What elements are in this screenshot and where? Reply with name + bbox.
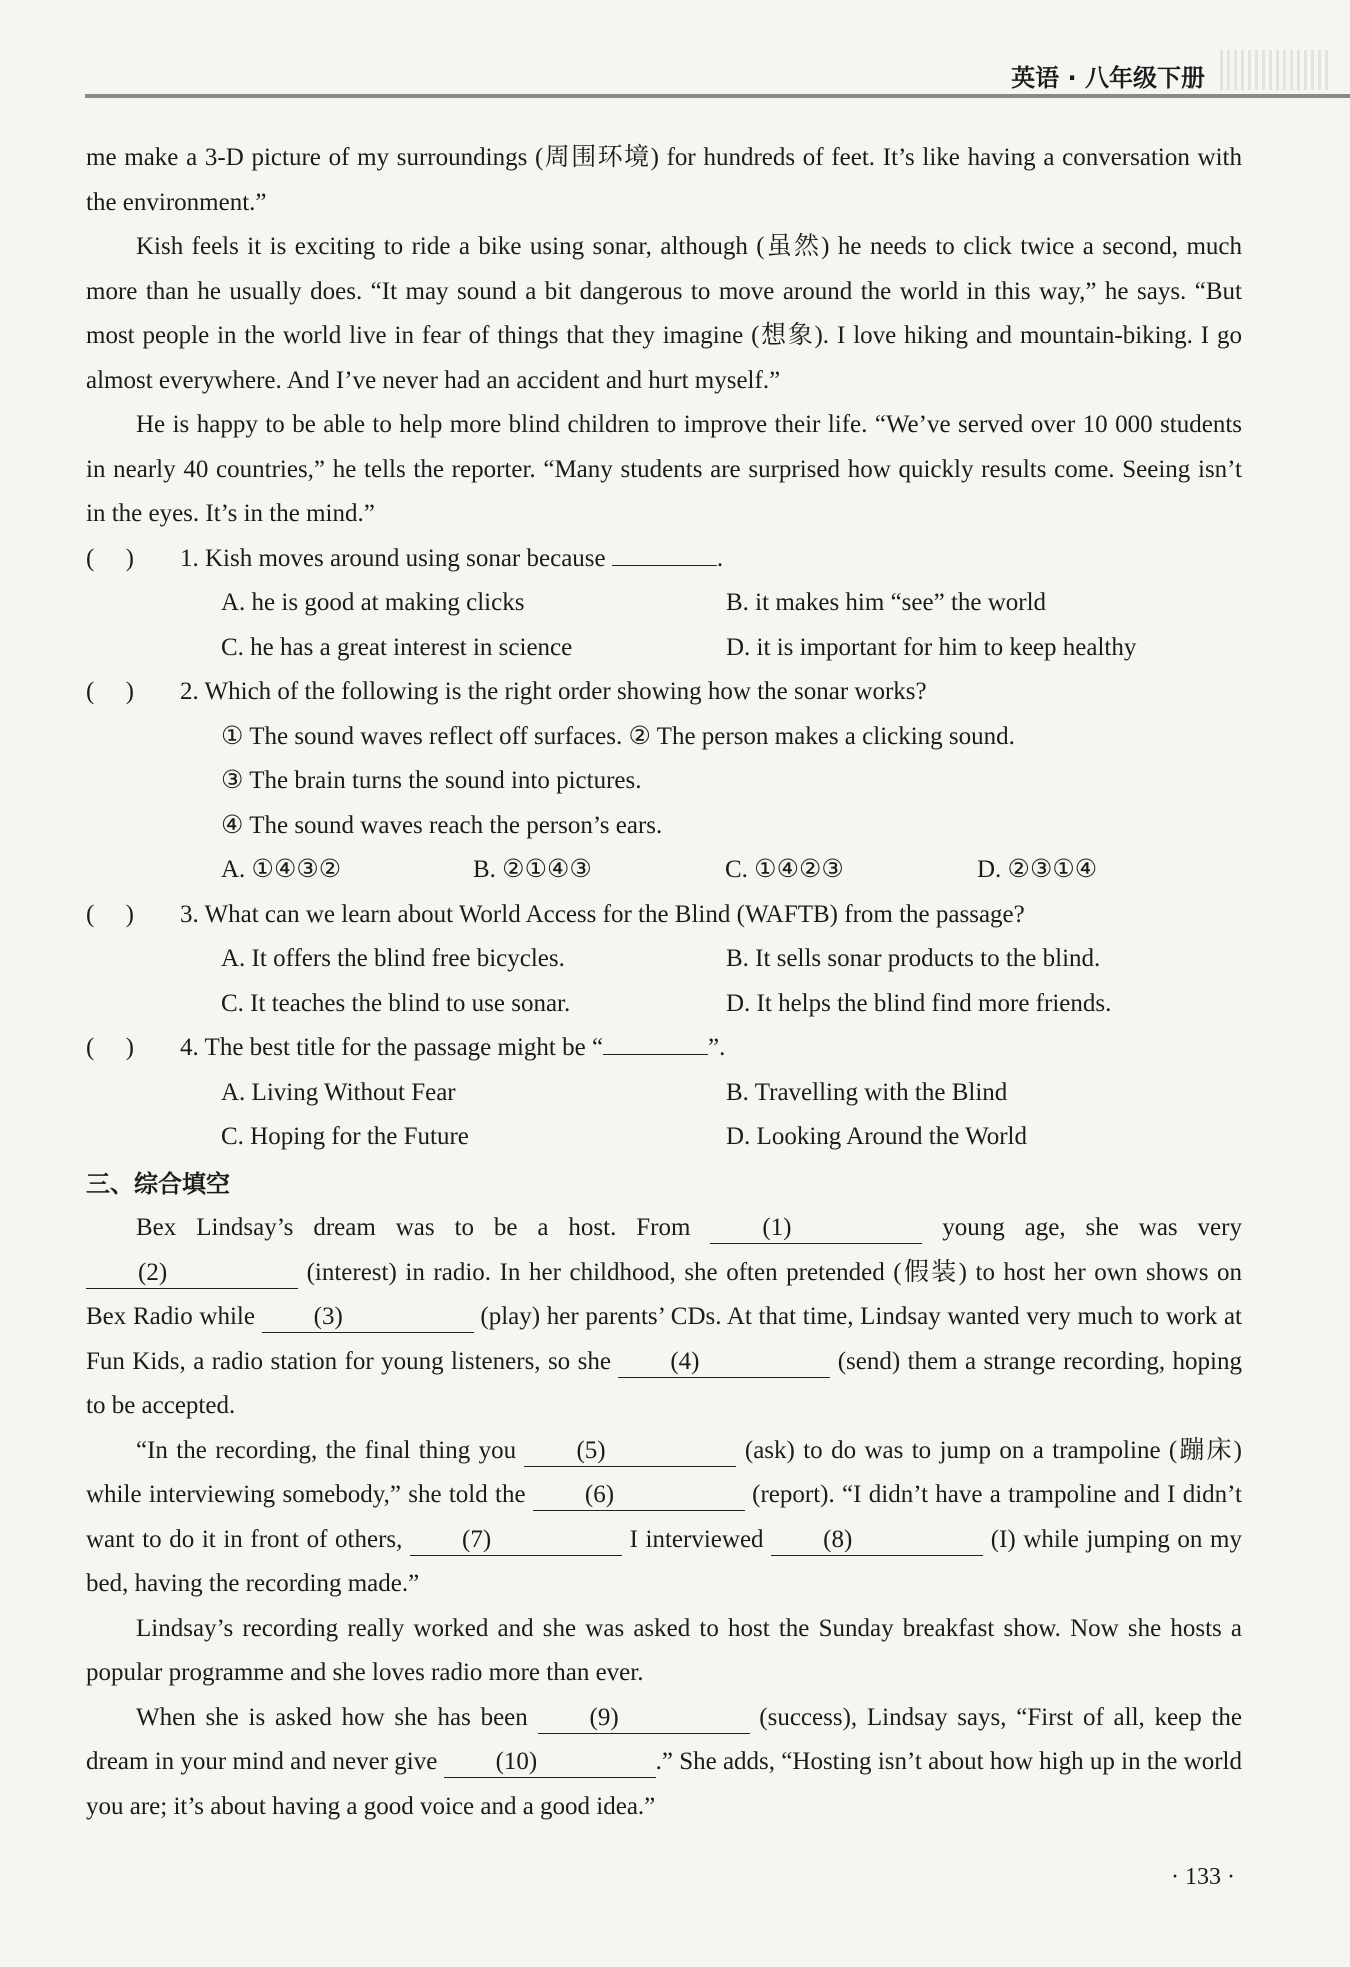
option-b[interactable]: B. Travelling with the Blind — [726, 1078, 1008, 1106]
sub-item: ④ The sound waves reach the person’s ears. — [221, 811, 663, 839]
blank-1[interactable]: (1) — [710, 1213, 922, 1244]
text: (report). “I didn’t have a trampoline and I didn’t want to do it in front of others, — [86, 1481, 1242, 1553]
question-stem-end: . — [716, 544, 724, 572]
option-a[interactable]: A. It offers the blind free bicycles. — [221, 945, 565, 972]
question-2 — [86, 670, 1242, 893]
option-b[interactable]: B. ②①④③ — [473, 856, 592, 883]
text: I interviewed — [622, 1525, 772, 1553]
sub-item: ① The sound waves reflect off surfaces. ② The person makes a clicking sound. — [221, 722, 1015, 750]
question-3 — [86, 893, 1242, 1027]
blank-8[interactable]: (8) — [771, 1525, 983, 1556]
text: (I) while jumping on my bed, having the recording made.” — [86, 1525, 1242, 1597]
answer-paren[interactable]: ( ) — [86, 544, 134, 572]
text: .” She adds, “Hosting isn’t about how high up in the world you are; it’s about having a good voice and a good idea.” — [86, 1748, 1242, 1820]
option-b[interactable]: B. it makes him “see” the world — [726, 589, 1047, 616]
sub-item: ③ The brain turns the sound into pictures. — [221, 767, 642, 794]
question-stem: 1. Kish moves around using sonar because — [180, 544, 612, 572]
blank-10[interactable]: (10) — [444, 1747, 656, 1778]
text: (play) her parents’ CDs. At that time, Lindsay wanted very much to work at Fun Kids, a radio station for young listeners, so she — [86, 1303, 1242, 1375]
text: Bex Lindsay’s dream was to be a host. From — [136, 1214, 711, 1241]
question-4 — [86, 1026, 1242, 1160]
passage-paragraph: me make a 3-D picture of my surroundings (周围环境) for hundreds of feet. It’s like having a conversation with the environment.” — [86, 144, 1242, 216]
question-stem-end: ”. — [708, 1034, 726, 1061]
text: (success), Lindsay says, “First of all, keep the dream in your mind and never give — [86, 1703, 1243, 1775]
book-title: 英语 · 八年级下册 — [1011, 64, 1205, 92]
option-a[interactable]: A. ①④③② — [221, 856, 342, 883]
question-stem: 3. What can we learn about World Access for the Blind (WAFTB) from the passage? — [180, 900, 1025, 928]
blank-5[interactable]: (5) — [524, 1436, 736, 1467]
question-stem: 2. Which of the following is the right order showing how the sonar works? — [180, 678, 927, 705]
header-rule — [85, 94, 1350, 98]
option-d[interactable]: D. ②③①④ — [977, 856, 1098, 883]
option-a[interactable]: A. Living Without Fear — [221, 1078, 456, 1106]
page-header — [0, 0, 1350, 100]
answer-paren[interactable]: ( ) — [86, 1034, 134, 1061]
cloze-paragraph: Lindsay’s recording really worked and she was asked to host the Sunday breakfast show. Now she hosts a popular programme and she loves radio more than ever. — [86, 1614, 1242, 1686]
text: When she is asked how she has been — [136, 1703, 538, 1731]
answer-paren[interactable]: ( ) — [86, 900, 134, 928]
blank-6[interactable]: (6) — [533, 1480, 745, 1511]
cloze-paragraph — [86, 1696, 1242, 1830]
blank-2[interactable]: (2) — [86, 1258, 298, 1289]
option-c[interactable]: C. It teaches the blind to use sonar. — [221, 989, 571, 1017]
option-c[interactable]: C. Hoping for the Future — [221, 1123, 469, 1150]
option-d[interactable]: D. It helps the blind find more friends. — [726, 989, 1112, 1017]
answer-paren[interactable]: ( ) — [86, 678, 134, 705]
page-number: · 133 · — [1171, 1864, 1235, 1890]
answer-blank[interactable] — [603, 1030, 708, 1055]
passage-paragraph: He is happy to be able to help more blind children to improve their life. “We’ve served over 10 000 students in nearly 40 countries,” he tells the reporter. “Many students are surprised how quickly results come. Seeing isn’t in the eyes. It’s in the mind.” — [86, 411, 1242, 527]
blank-7[interactable]: (7) — [410, 1525, 622, 1556]
question-1 — [86, 537, 1242, 671]
blank-4[interactable]: (4) — [618, 1347, 830, 1378]
question-stem: 4. The best title for the passage might be “ — [180, 1034, 604, 1061]
text: (interest) in radio. In her childhood, she often pretended (假装) to host her own shows on Bex Radio while — [86, 1258, 1242, 1330]
answer-blank[interactable] — [612, 541, 717, 566]
option-c[interactable]: C. he has a great interest in science — [221, 633, 573, 661]
option-c[interactable]: C. ①④②③ — [725, 856, 844, 883]
option-b[interactable]: B. It sells sonar products to the blind. — [726, 945, 1101, 972]
option-a[interactable]: A. he is good at making clicks — [221, 589, 525, 616]
text: (send) them a strange recording, hoping to be accepted. — [86, 1347, 1242, 1419]
blank-3[interactable]: (3) — [262, 1302, 474, 1333]
passage-paragraph: Kish feels it is exciting to ride a bike using sonar, although (虽然) he needs to click twice a second, much more than he usually does. “It may sound a bit dangerous to move around the world in this way,” he says. “But most people in the world live in fear of things that they imagine (想象). I love hiking and mountain-biking. I go almost everywhere. And I’ve never had an accident and hurt myself.” — [86, 233, 1242, 394]
text: “In the recording, the final thing you — [136, 1436, 525, 1464]
option-d[interactable]: D. it is important for him to keep healthy — [726, 633, 1137, 661]
blank-9[interactable]: (9) — [538, 1703, 750, 1734]
cloze-paragraph — [86, 1429, 1242, 1607]
section-title: 三、综合填空 — [86, 1169, 230, 1198]
text: (ask) to do was to jump on a trampoline (蹦床) while interviewing somebody,” she told the — [86, 1436, 1242, 1508]
text: young age, she was very — [922, 1214, 1242, 1241]
cloze-paragraph — [86, 1206, 1242, 1429]
option-d[interactable]: D. Looking Around the World — [726, 1123, 1027, 1150]
header-decoration — [1220, 50, 1330, 90]
page-content — [86, 136, 1242, 1829]
